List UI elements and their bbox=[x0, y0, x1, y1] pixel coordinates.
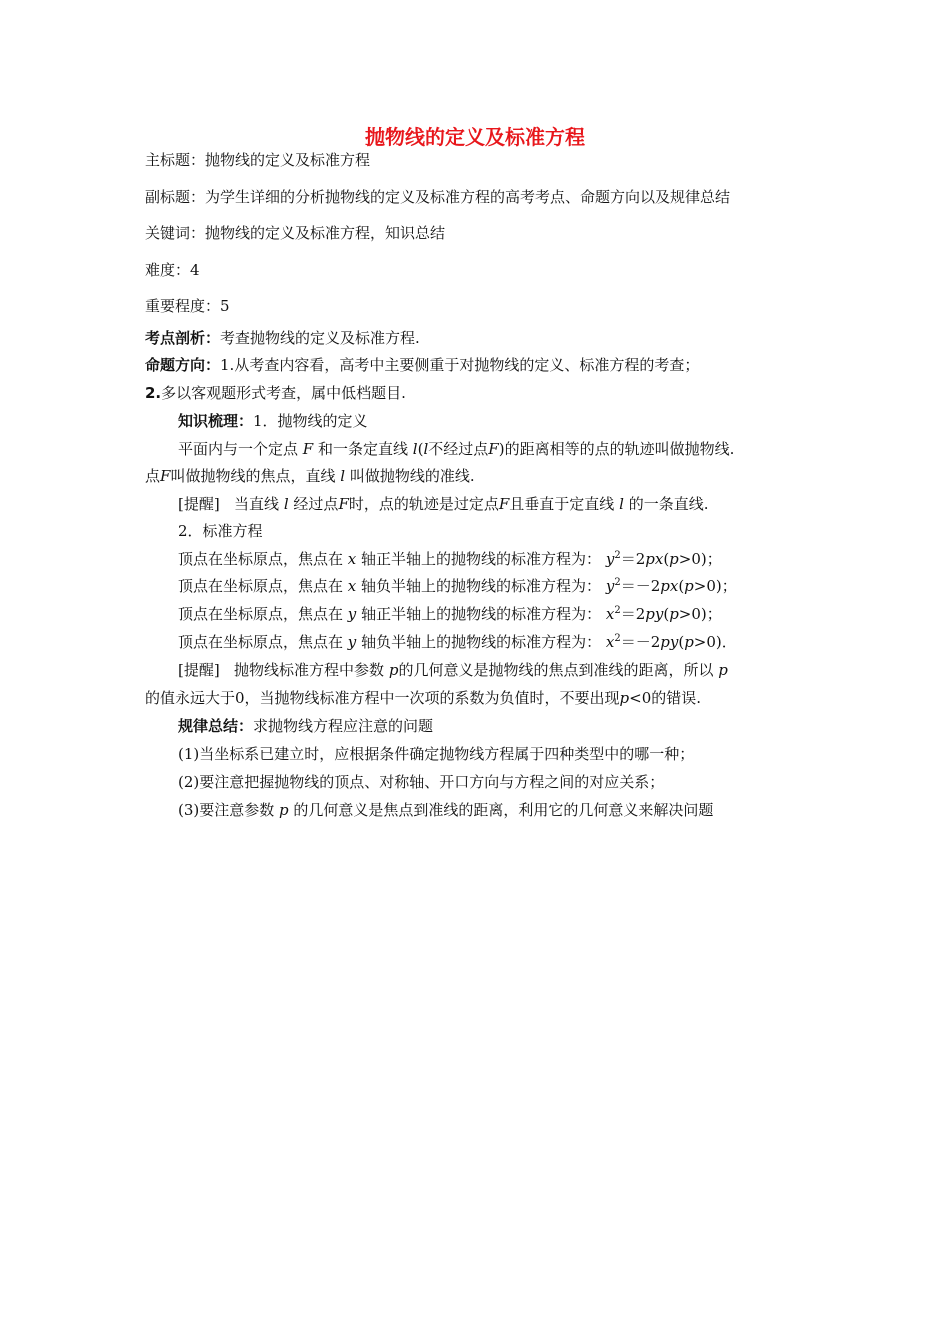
p-variable: p bbox=[718, 661, 728, 679]
definition-text-b: 和一条定直线 bbox=[318, 440, 409, 458]
line-l: l bbox=[423, 440, 429, 458]
remind-2-text-a: 抛物线标准方程中参数 bbox=[234, 661, 385, 679]
knowledge-label: 知识梳理： bbox=[178, 412, 254, 430]
remind-1-text-b: 经过点 bbox=[293, 495, 339, 513]
direction-2-text: 多以客观题形式考查，属中低档题目. bbox=[161, 384, 406, 402]
definition-line-2 bbox=[145, 466, 475, 486]
equation-1-axis-text: 轴正半轴上的抛物线的标准方程为： bbox=[361, 550, 602, 568]
direction-line bbox=[145, 355, 699, 375]
remind-2-line-2 bbox=[145, 688, 701, 708]
remind-2-line-1 bbox=[178, 660, 728, 680]
rule-3-text-a: (3)要注意参数 bbox=[178, 801, 275, 819]
equation-line-3: 顶点在坐标原点，焦点在 y 轴正半轴上的抛物线的标准方程为： $x^2=2py(p>0)$； bbox=[178, 605, 722, 623]
equation-prefix: 顶点在坐标原点，焦点在 bbox=[178, 605, 344, 623]
y-variable: y bbox=[347, 605, 357, 623]
x-variable: x bbox=[347, 577, 357, 595]
remind-label: [提醒] bbox=[178, 495, 220, 513]
equation-line-4: 顶点在坐标原点，焦点在 y 轴负半轴上的抛物线的标准方程为： $x^2=-2py(p>0)$． bbox=[178, 633, 737, 651]
point-f: F bbox=[338, 495, 349, 513]
p-variable: p bbox=[279, 801, 289, 819]
equation-prefix: 顶点在坐标原点，焦点在 bbox=[178, 550, 344, 568]
rule-3-text-b: 的几何意义是焦点到准线的距离，利用它的几何意义来解决问题 bbox=[293, 801, 714, 819]
definition-text-e: 点 bbox=[145, 467, 161, 485]
subtitle-line: 副标题：为学生详细的分析抛物线的定义及标准方程的高考考点、命题方向以及规律总结 bbox=[145, 188, 731, 206]
remind-1-text-d: 且垂直于定直线 bbox=[509, 495, 615, 513]
line-l: l bbox=[412, 440, 418, 458]
direction-2-num: 2. bbox=[145, 384, 162, 402]
definition-text-a: 平面内与一个定点 bbox=[178, 440, 299, 458]
direction-label: 命题方向： bbox=[145, 356, 221, 374]
exam-point-text: 考查抛物线的定义及标准方程. bbox=[220, 329, 420, 347]
difficulty-line: 难度：4 bbox=[145, 261, 200, 279]
equation-prefix: 顶点在坐标原点，焦点在 bbox=[178, 633, 344, 651]
line-l: l bbox=[619, 495, 624, 513]
exam-point-line bbox=[145, 328, 420, 348]
remind-2-text-b: 的几何意义是抛物线的焦点到准线的距离，所以 bbox=[398, 661, 714, 679]
definition-text-c: 不经过点 bbox=[428, 440, 489, 458]
y-variable: y bbox=[347, 633, 357, 651]
remind-2-text-d: <0的错误. bbox=[629, 689, 702, 707]
main-title-line: 主标题：抛物线的定义及标准方程 bbox=[145, 151, 371, 169]
rule-2: (2)要注意把握抛物线的顶点、对称轴、开口方向与方程之间的对应关系； bbox=[178, 773, 665, 791]
remind-label: [提醒] bbox=[178, 661, 220, 679]
equation-4-axis-text: 轴负半轴上的抛物线的标准方程为： bbox=[361, 633, 602, 651]
definition-text-g: 叫做抛物线的准线. bbox=[349, 467, 475, 485]
point-f: F bbox=[160, 467, 171, 485]
point-f: F bbox=[488, 440, 499, 458]
p-variable: p bbox=[619, 689, 630, 707]
remind-2-text-c: 的值永远大于0，当抛物线标准方程中一次项的系数为负值时，不要出现 bbox=[145, 689, 620, 707]
summary-text: 求抛物线方程应注意的问题 bbox=[253, 717, 434, 735]
equation-line-2: 顶点在坐标原点，焦点在 x 轴负半轴上的抛物线的标准方程为： $y^2=-2px(p>0)$； bbox=[178, 577, 737, 595]
exam-point-label: 考点剖析： bbox=[145, 329, 221, 347]
equation-prefix: 顶点在坐标原点，焦点在 bbox=[178, 577, 344, 595]
standard-heading: 2．标准方程 bbox=[178, 522, 263, 540]
rule-1: (1)当坐标系已建立时，应根据条件确定抛物线方程属于四种类型中的哪一种； bbox=[178, 745, 695, 763]
importance-line: 重要程度：5 bbox=[145, 297, 230, 315]
remind-1-text-e: 的一条直线. bbox=[628, 495, 709, 513]
remind-1-line bbox=[178, 494, 708, 514]
rule-3 bbox=[178, 800, 713, 820]
line-l: l bbox=[283, 495, 289, 513]
direction-2-line bbox=[145, 383, 406, 403]
remind-1-text-a: 当直线 bbox=[234, 495, 280, 513]
summary-label: 规律总结： bbox=[178, 717, 254, 735]
p-variable: p bbox=[388, 661, 399, 679]
definition-text-f: 叫做抛物线的焦点，直线 bbox=[170, 467, 336, 485]
remind-1-text-c: 时，点的轨迹是过定点 bbox=[348, 495, 499, 513]
equation-line-1: 顶点在坐标原点，焦点在 x 轴正半轴上的抛物线的标准方程为： $y^2=2px(p>0)$； bbox=[178, 550, 722, 568]
definition-line-1: 平面内与一个定点 F 和一条定直线 l(l不经过点F)的距离相等的点的轨迹叫做抛物线. bbox=[178, 440, 735, 458]
x-variable: x bbox=[347, 550, 357, 568]
summary-line bbox=[178, 716, 433, 736]
keywords-line: 关键词：抛物线的定义及标准方程，知识总结 bbox=[145, 224, 446, 242]
knowledge-text: 1．抛物线的定义 bbox=[253, 412, 368, 430]
point-f: F bbox=[302, 440, 314, 458]
point-f: F bbox=[498, 495, 510, 513]
equation-2-axis-text: 轴负半轴上的抛物线的标准方程为： bbox=[361, 577, 602, 595]
equation-3-axis-text: 轴正半轴上的抛物线的标准方程为： bbox=[361, 605, 602, 623]
knowledge-line bbox=[178, 411, 368, 431]
line-l: l bbox=[340, 467, 346, 485]
direction-text: 1.从考查内容看，高考中主要侧重于对抛物线的定义、标准方程的考查； bbox=[220, 356, 700, 374]
definition-text-d: 的距离相等的点的轨迹叫做抛物线. bbox=[504, 440, 735, 458]
document-title: 抛物线的定义及标准方程 bbox=[365, 125, 585, 149]
